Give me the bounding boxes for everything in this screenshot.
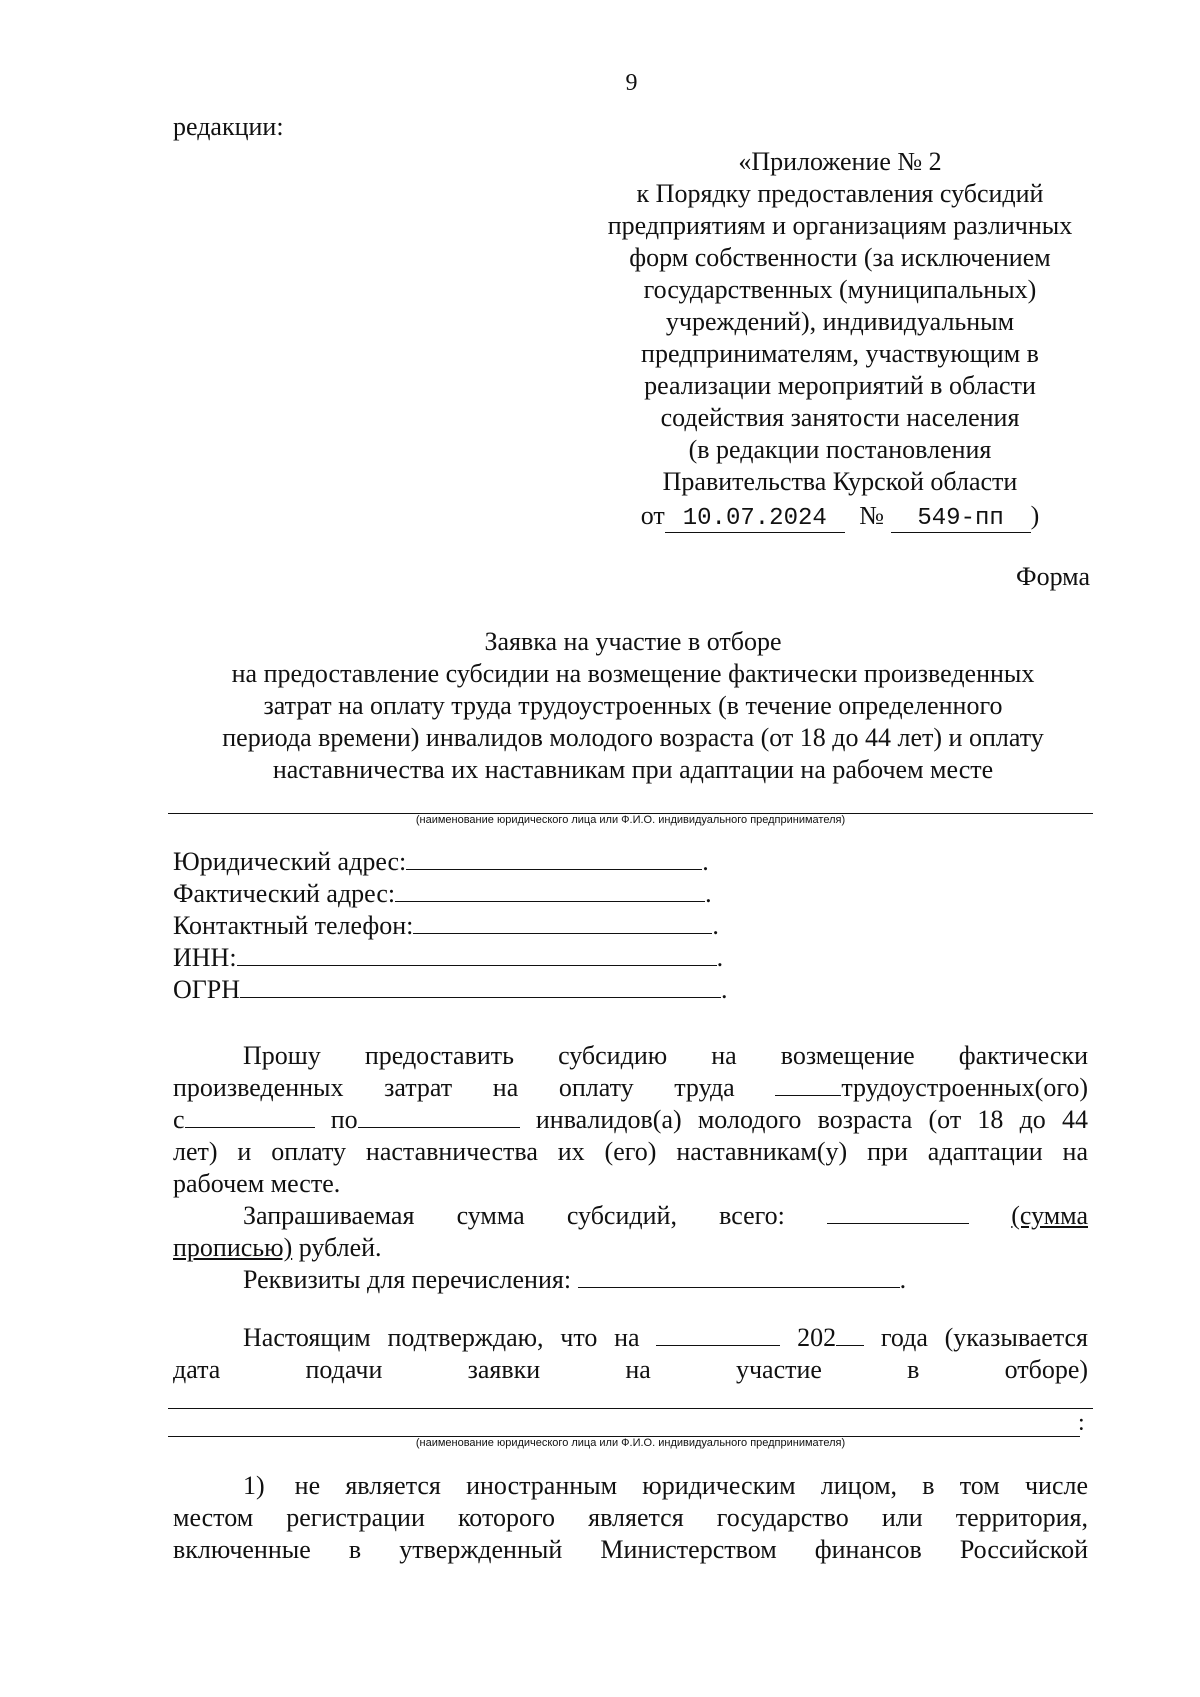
legal-address-blank[interactable] <box>406 847 702 870</box>
ogrn-field[interactable]: ОГРН . <box>173 975 728 1004</box>
appendix-line: учреждений), индивидуальным <box>665 307 1015 336</box>
close-paren: ) <box>1030 501 1040 530</box>
sum-line-2: прописью) рублей. <box>173 1233 382 1262</box>
sum-blank[interactable] <box>827 1201 969 1224</box>
confirm-line-2: дата подачи заявки на участие в отборе) <box>173 1355 1089 1384</box>
title-line: периода времени) инвалидов молодого возраста (от 18 до 44 лет) и оплату <box>222 723 1044 752</box>
sum-line: Запрашиваемая сумма субсидий, всего: (сумма <box>243 1201 1088 1230</box>
item-1-paragraph <box>173 1470 1088 1566</box>
appendix-line: предприятиям и организациям различных <box>607 211 1073 240</box>
period-from-blank[interactable] <box>185 1105 315 1128</box>
confirm-line-1: Настоящим подтверждаю, что на 202 года (указывается <box>243 1323 1089 1352</box>
request-paragraph <box>173 1040 1088 1296</box>
requisites-line: Реквизиты для перечисления: . <box>243 1265 907 1294</box>
resolution-date: 10.07.2024 <box>665 506 845 533</box>
title-line: наставничества их наставникам при адаптации на рабочем месте <box>272 755 994 784</box>
appendix-line: предпринимателям, участвующим в <box>641 339 1039 368</box>
item-1-line-2: местом регистрации которого является государство или территория, <box>173 1503 1088 1532</box>
request-line-5: рабочем месте. <box>173 1169 341 1198</box>
item-1-line-3: включенные в утвержденный Министерством финансов Российской <box>173 1535 1088 1564</box>
applicant-name-line-2a[interactable] <box>168 1408 1093 1409</box>
appendix-line: к Порядку предоставления субсидий <box>636 179 1044 208</box>
applicant-name-caption: (наименование юридического лица или Ф.И.О. индивидуального предпринимателя) <box>415 814 846 826</box>
requisites-blank[interactable] <box>578 1265 900 1288</box>
phone-field[interactable]: Контактный телефон: . <box>173 911 719 940</box>
inn-field[interactable]: ИНН: . <box>173 943 724 972</box>
phone-blank[interactable] <box>413 911 712 934</box>
appendix-line: форм собственности (за исключением <box>629 243 1051 272</box>
actual-address-blank[interactable] <box>395 879 705 902</box>
from-label: от <box>640 501 665 530</box>
appendix-header <box>560 146 1120 533</box>
page-number: 9 <box>625 70 638 96</box>
confirm-date-blank[interactable] <box>656 1323 780 1346</box>
period-to-blank[interactable] <box>358 1105 520 1128</box>
request-line-2: произведенных затрат на оплату труда трудоустроенных(ого) <box>173 1073 1088 1102</box>
employees-count-blank[interactable] <box>775 1073 841 1096</box>
ogrn-label: ОГРН <box>173 975 241 1004</box>
confirmation-paragraph <box>173 1322 1088 1386</box>
confirm-year-blank[interactable] <box>836 1323 864 1346</box>
title-line: затрат на оплату труда трудоустроенных (в течение определенного <box>263 691 1003 720</box>
colon: : <box>1078 1410 1085 1436</box>
applicant-name-caption-2: (наименование юридического лица или Ф.И.О. индивидуального предпринимателя) <box>415 1437 846 1449</box>
appendix-line: (в редакции постановления <box>688 435 992 464</box>
request-line-4: лет) и оплату наставничества их (его) наставникам(у) при адаптации на <box>173 1137 1088 1166</box>
appendix-line: государственных (муниципальных) <box>643 275 1037 304</box>
appendix-line: реализации мероприятий в области <box>644 371 1036 400</box>
legal-address-label: Юридический адрес: <box>173 847 407 876</box>
title-line: Заявка на участие в отборе <box>484 627 782 656</box>
resolution-number: 549-пп <box>891 506 1031 533</box>
application-title <box>173 626 1093 786</box>
request-line-3: с по инвалидов(а) молодого возраста (от 18 до 44 <box>173 1105 1089 1134</box>
actual-address-label: Фактический адрес: <box>173 879 396 908</box>
form-label: Форма <box>1016 562 1090 591</box>
inn-label: ИНН: <box>173 943 237 972</box>
request-line-1: Прошу предоставить субсидию на возмещение фактически <box>243 1041 1089 1070</box>
appendix-line: содействия занятости населения <box>660 403 1020 432</box>
number-label: № <box>859 501 885 530</box>
appendix-line: «Приложение № 2 <box>738 147 942 176</box>
actual-address-field[interactable]: Фактический адрес: . <box>173 879 712 908</box>
title-line: на предоставление субсидии на возмещение фактически произведенных <box>231 659 1035 688</box>
phone-label: Контактный телефон: <box>173 911 414 940</box>
intro-word: редакции: <box>173 112 284 141</box>
resolution-ref <box>560 500 1120 533</box>
item-1-line-1: 1) не является иностранным юридическим лицом, в том числе <box>243 1471 1088 1500</box>
appendix-line: Правительства Курской области <box>662 467 1018 496</box>
inn-blank[interactable] <box>237 943 717 966</box>
item-1-number: 1) <box>243 1471 265 1500</box>
legal-address-field[interactable]: Юридический адрес: . <box>173 847 709 876</box>
ogrn-blank[interactable] <box>240 975 721 998</box>
